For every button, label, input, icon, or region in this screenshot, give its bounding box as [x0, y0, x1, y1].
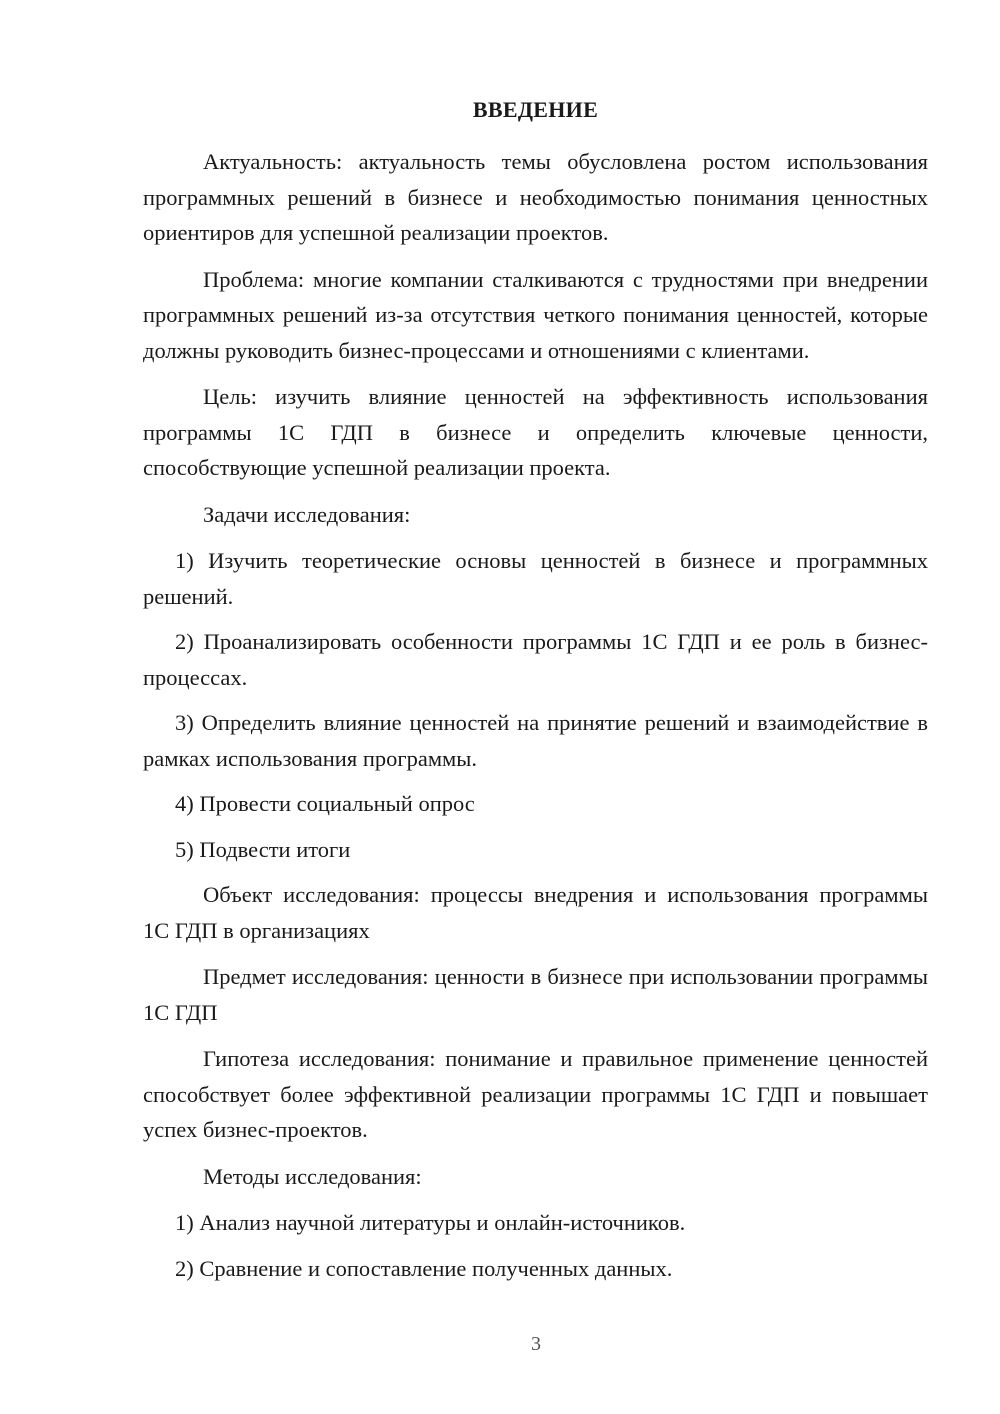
- task-item-5: 5) Подвести итоги: [175, 836, 351, 862]
- method-item-2: 2) Сравнение и сопоставление полученных данных.: [175, 1255, 673, 1281]
- page-number: 3: [531, 1333, 541, 1355]
- paragraph-goal: Цель: изучить влияние ценностей на эффективность использования программы 1С ГДП в бизнесе и определить ключевые ценности, способствующие успешной реализации проекта.: [143, 384, 928, 480]
- task-item-1: 1) Изучить теоретические основы ценностей в бизнесе и программных решений.: [143, 548, 928, 609]
- task-item-4: 4) Провести социальный опрос: [175, 791, 475, 816]
- methods-title: Методы исследования:: [203, 1163, 422, 1189]
- paragraph-relevance: Актуальность: актуальность темы обусловлена ростом использования программных решений в бизнесе и необходимостью понимания ценностных ориентиров для успешной реализации проектов.: [143, 149, 928, 245]
- tasks-title: Задачи исследования:: [203, 501, 411, 527]
- page-content: [143, 95, 928, 1296]
- section-heading: ВВЕДЕНИЕ: [472, 97, 599, 122]
- method-item-1: 1) Анализ научной литературы и онлайн-источников.: [175, 1210, 686, 1235]
- paragraph-problem: Проблема: многие компании сталкиваются с трудностями при внедрении программных решений из-за отсутствия четкого понимания ценностей, которые должны руководить бизнес-процессами и отношениями с клиентами.: [143, 266, 928, 363]
- task-item-3: 3) Определить влияние ценностей на принятие решений и взаимодействие в рамках использования программы.: [143, 710, 928, 771]
- paragraph-subject: Предмет исследования: ценности в бизнесе при использовании программы 1С ГДП: [143, 964, 928, 1025]
- task-item-2: 2) Проанализировать особенности программы 1С ГДП и ее роль в бизнес-процессах.: [143, 629, 928, 690]
- paragraph-object: Объект исследования: процессы внедрения и использования программы 1С ГДП в организациях: [143, 882, 928, 943]
- paragraph-hypothesis: Гипотеза исследования: понимание и правильное применение ценностей способствует более эффективной реализации программы 1С ГДП и повышает успех бизнес-проектов.: [143, 1046, 928, 1142]
